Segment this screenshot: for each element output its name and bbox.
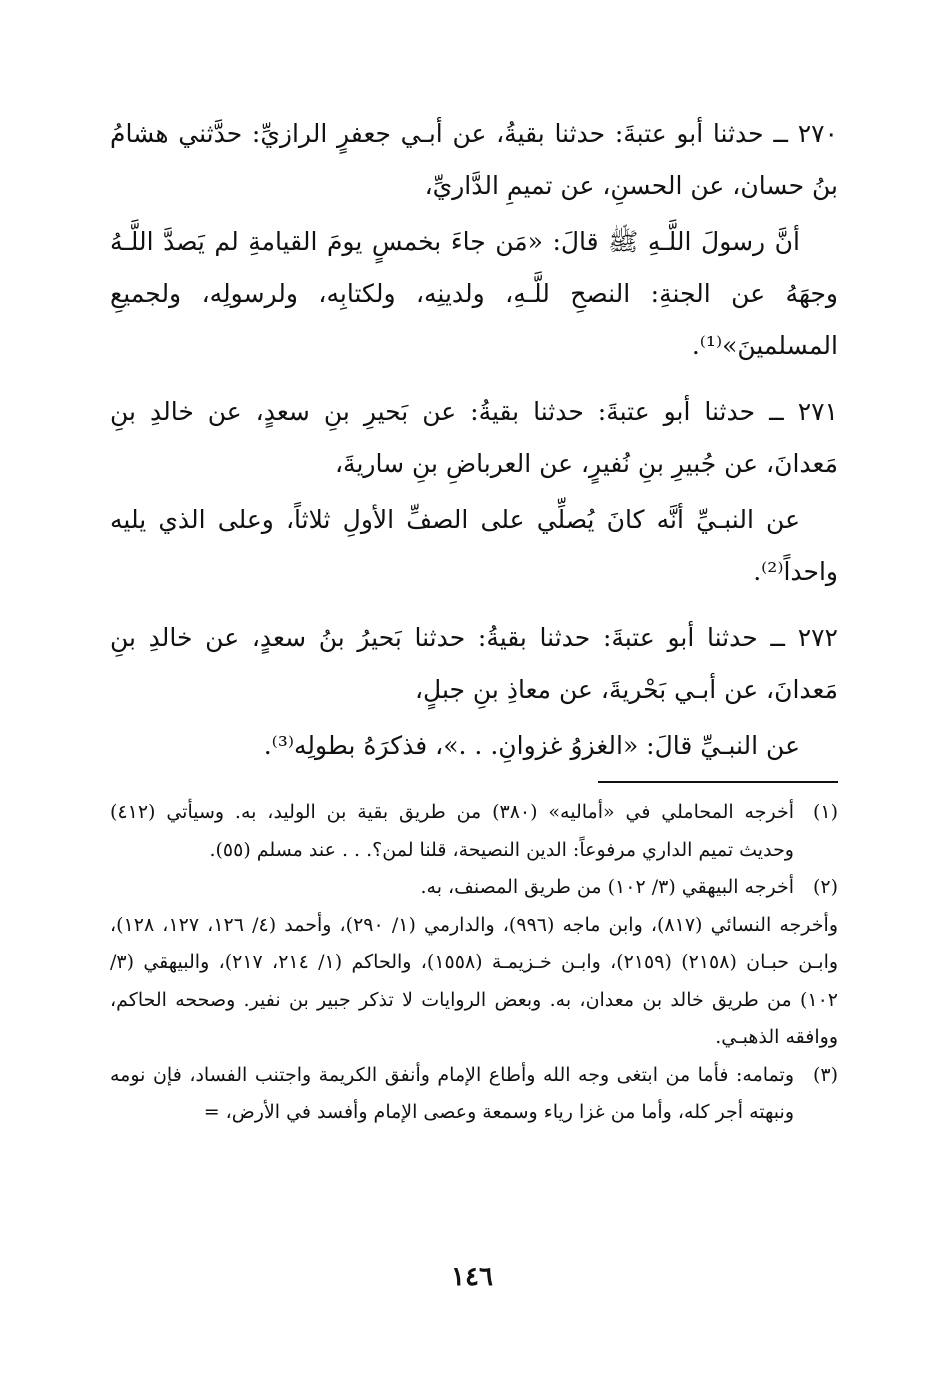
page-number: ١٤٦ <box>451 1262 493 1292</box>
footnote-text: وأخرجه النسائي (٨١٧)، وابن ماجه (٩٩٦)، والدارمي (١/ ٢٩٠)، وأحمد (٤/ ١٢٦، ١٢٧، ١٢٨)، وابـن حبـان (٢١٥٨) (٢١٥٩)، وابـن خـزيمـة (١٥٥٨)، والحاكم (١/ ٢١٤، ٢١٧)، والبيهقي (٣/ ١٠٢) من طريق خالد بن معدان، به. وبعض الروايات لا تذكر جبير بن نفير. وصححه الحاكم، ووافقه الذهبـي. <box>110 913 839 1048</box>
footnote-text: أخرجه المحاملي في «أماليه» (٣٨٠) من طريق بقية بن الوليد، به. وسيأتي (٤١٢) وحديث تميم الداري مرفوعاً: الدين النصيحة، قلنا لمن؟. . . عند مسلم (٥٥). <box>110 801 794 861</box>
hadith-271-isnad: ٢٧١ ــ حدثنا أبو عتبةَ: حدثنا بقيةُ: عن بَحيرِ بنِ سعدٍ، عن خالدِ بنِ مَعدانَ، عن جُبيرِ بنِ نُفيرٍ، عن العرباضِ بنِ ساريةَ، <box>110 397 838 478</box>
hadith-271-matn: عن النبـيِّ أنَّه كانَ يُصلِّي على الصفِّ الأولِ ثلاثاً، وعلى الذي يليه واحداً⁽²⁾. <box>110 505 838 586</box>
hadith-270-matn: أنَّ رسولَ اللَّـهِ ﷺ قالَ: «مَن جاءَ بخمسٍ يومَ القيامةِ لم يَصدَّ اللَّـهُ وجهَهُ عن الجنةِ: النصحِ للَّـهِ، ولدينِه، ولكتابِه، ولرسولِه، ولجميعِ المسلمينَ»⁽¹⁾. <box>110 227 838 360</box>
hadith-270-isnad: ٢٧٠ ــ حدثنا أبو عتبةَ: حدثنا بقيةُ، عن أبـي جعفرٍ الرازيِّ: حدَّثني هشامُ بنُ حسان، عن الحسنِ، عن تميمِ الدَّاريِّ، <box>110 119 838 200</box>
footnote-text: وتمامه: فأما من ابتغى وجه الله وأطاع الإمام وأنفق الكريمة واجتنب الفساد، فإن نومه ونبهته أجر كله، وأما من غزا رياء وسمعة وعصى الإمام وأفسد في الأرض، = <box>110 1063 794 1123</box>
footnotes <box>110 794 838 1132</box>
hadith-272-isnad: ٢٧٢ ــ حدثنا أبو عتبةَ: حدثنا بقيةُ: حدثنا بَحيرُ بنُ سعدٍ، عن خالدِ بنِ مَعدانَ، عن أبـي بَحْريةَ، عن معاذِ بنِ جبلٍ، <box>110 623 838 704</box>
footnote-3 <box>110 1057 838 1132</box>
hadith-272-matn: عن النبـيِّ قالَ: «الغزوُ غزوانِ. . .»، فذكرَهُ بطولِه⁽³⁾. <box>263 731 800 760</box>
footnote-number: (١) <box>812 801 838 823</box>
footnote-text: أخرجه البيهقي (٣/ ١٠٢) من طريق المصنف، به. <box>420 876 794 898</box>
footnote-number: (٣) <box>812 1063 838 1086</box>
footnote-divider <box>598 781 838 783</box>
footnote-1 <box>110 794 838 869</box>
main-text <box>110 108 839 1123</box>
footnote-number: (٢) <box>812 876 838 898</box>
footnote-2 <box>110 869 838 1057</box>
